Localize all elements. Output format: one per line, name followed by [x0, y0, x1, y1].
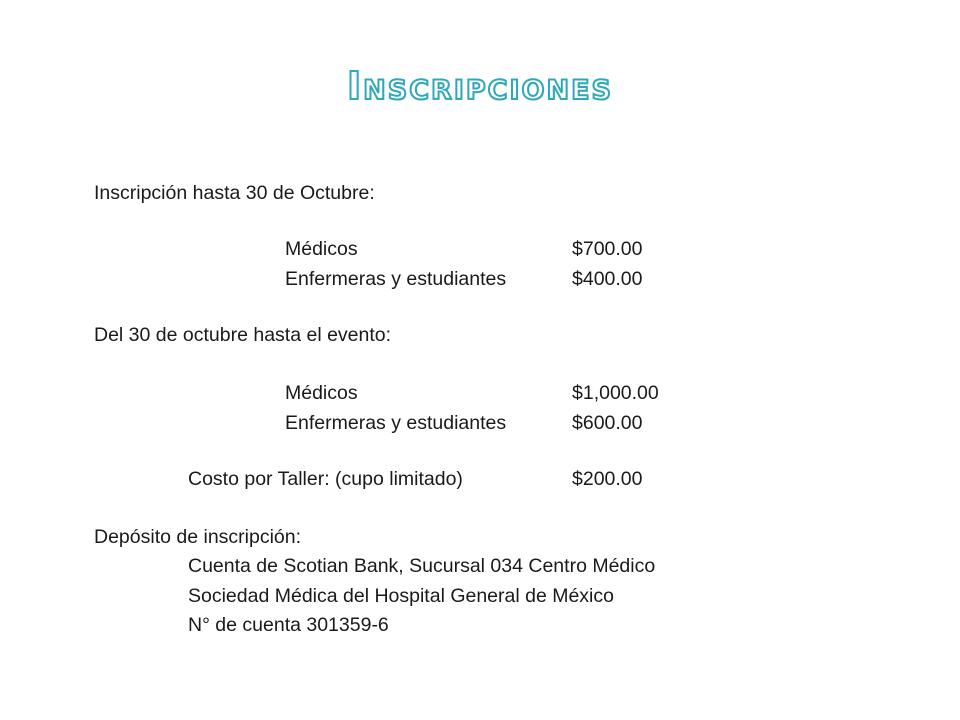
deposit-line-account: N° de cuenta 301359-6 [188, 614, 389, 636]
section1-heading: Inscripción hasta 30 de Octubre: [94, 182, 375, 204]
section2-row-medicos-amount: $1,000.00 [572, 382, 659, 404]
section1-row-enfermeras-amount: $400.00 [572, 268, 643, 290]
deposit-line-bank: Cuenta de Scotian Bank, Sucursal 034 Centro Médico [188, 555, 656, 577]
workshop-amount: $200.00 [572, 468, 643, 490]
page-title: Inscripciones [347, 64, 613, 108]
section2-row-medicos-label: Médicos [285, 382, 358, 404]
deposit-heading: Depósito de inscripción: [94, 526, 302, 548]
section1-row-medicos-label: Médicos [285, 238, 358, 260]
section1-row-medicos-amount: $700.00 [572, 238, 643, 260]
section2-row-enfermeras-label: Enfermeras y estudiantes [285, 412, 507, 434]
section1-row-enfermeras-label: Enfermeras y estudiantes [285, 268, 507, 290]
section2-row-enfermeras-amount: $600.00 [572, 412, 643, 434]
deposit-line-society: Sociedad Médica del Hospital General de México [188, 585, 614, 607]
workshop-label: Costo por Taller: (cupo limitado) [188, 468, 463, 490]
section2-heading: Del 30 de octubre hasta el evento: [94, 324, 392, 346]
